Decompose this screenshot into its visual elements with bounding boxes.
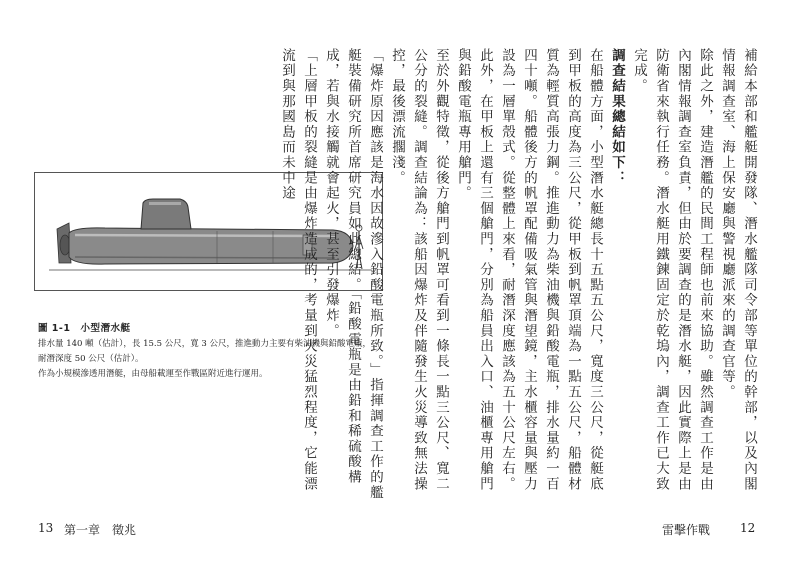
paragraph: 「爆炸原因應該是海水因故滲入鉛酸電瓶所致。」指揮調查工作的艦艇裝備研究所首席研究員如此總結。「鉛酸電瓶是由鉛和稀硫酸構成，若與水接觸就會起火，甚至引發爆炸。 [323, 48, 383, 501]
paragraph: 補給本部和艦艇開發隊、潛水艦隊司令部等單位的幹部，以及內閣情報調查室、海上保安廳與警視廳派來的調查官等。 [719, 48, 757, 492]
paragraph: 除此之外，建造潛艦的民間工程師也前來協助。雖然調查工作是由內閣情報調查室負責，但由於要調查的是潛水艇，因此實際上是由防衛省來執行任務。潛水艇用鐵鍊固定於乾塢內，調查工作已大致完成。 [631, 48, 713, 492]
figure-caption-line: 排水量 140 噸（估計），長 15.5 公尺，寬 3 公尺，推進動力主要有柴油機與鉛酸電瓶， [38, 339, 372, 349]
figure-caption-line: 耐潛深度 50 公尺（估計）。 [38, 354, 144, 364]
right-page-number: 12 [740, 521, 756, 535]
figure-title: 圖 1-1 小型潛水艇 [38, 323, 131, 334]
right-page [279, 0, 800, 567]
paragraph: 至於外觀特徵，從後方艙門到帆罩可看到一條長一點三公尺、寬二公分的裂縫。調查結論為：該船因爆炸及伴隨發生火災導致無法操控，最後漂流擱淺。 [389, 48, 449, 492]
paragraph: 在船體方面，小型潛水艇總長十五點五公尺，寬度三公尺，從艇底到甲板的高度為三公尺，從甲板到帆罩頂端為一點五公尺，船體材質為輕質高張力鋼。推進動力為柴油機與鉛酸電瓶，排水量約一百四十噸。船體後方的帆罩配備吸氣管與潛望鏡，主水櫃容量與壓力設為一層單殼式。從整體上來看，耐潛深度應該為五十公尺左右。此外，在甲板上還有三個艙門，分別為船員出入口、油櫃專用艙門與鉛酸電瓶專用艙門。 [455, 48, 603, 492]
right-book-title: 雷擊作戰 [662, 523, 711, 537]
section-heading: 調查結果總結如下： [609, 48, 625, 186]
body-text [279, 48, 760, 503]
left-chapter-title: 第一章 徵兆 [64, 523, 137, 537]
left-page-number: 13 [38, 521, 54, 535]
paragraph: 「上層甲板的裂縫是由爆炸造成的，考量到火災猛烈程度，它能漂流到與那國島而未中途 [279, 48, 317, 492]
figure-caption-line: 作為小規模滲透用潛艇，由母船載運至作戰區附近進行運用。 [38, 369, 268, 379]
